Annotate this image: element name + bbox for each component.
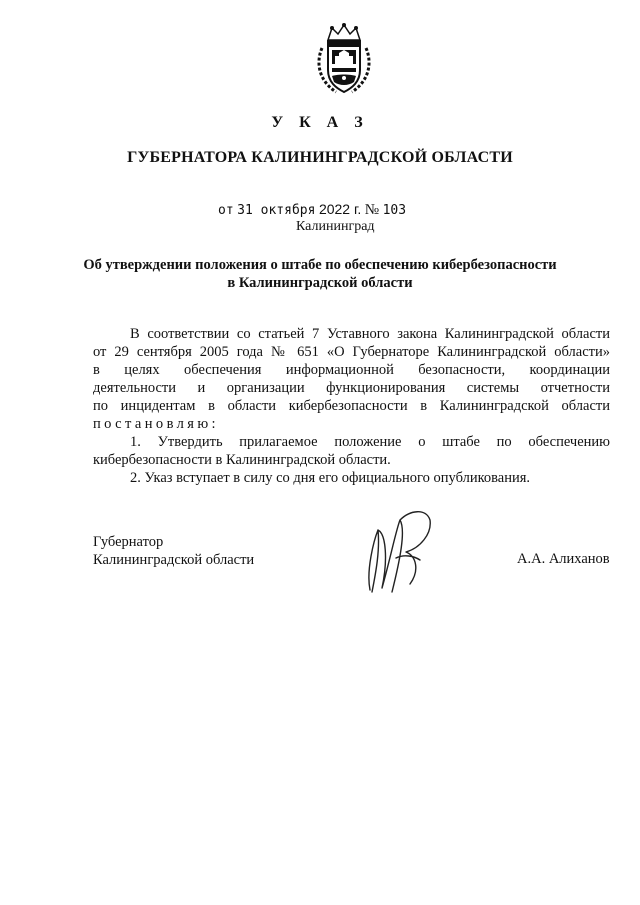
decree-subject	[0, 256, 640, 292]
body-line-resolve: постановляю:	[93, 416, 219, 432]
body-line-3: в целях обеспечения информационной безопасности, координации	[93, 362, 610, 378]
decree-body	[93, 325, 610, 487]
item-2: 2. Указ вступает в силу со дня его официального опубликования.	[130, 470, 531, 486]
decree-issuer: ГУБЕРНАТОРА КАЛИНИНГРАДСКОЙ ОБЛАСТИ	[127, 149, 513, 166]
position-line-1: Губернатор	[93, 534, 164, 550]
date-line	[218, 201, 406, 219]
date-prefix: от	[218, 203, 234, 218]
item-1-line-1: 1. Утвердить прилагаемое положение о штабе по обеспечению	[130, 434, 610, 450]
decree-title: У К А З	[271, 114, 369, 131]
decree-number: 103	[382, 203, 407, 218]
signatory-name: А.А. Алиханов	[517, 551, 610, 567]
body-line-5: по инцидентам в области кибербезопасности в Калининградской области	[93, 398, 610, 414]
body-line-4: деятельности и организации функционирования системы отчетности	[93, 380, 610, 396]
number-sign: №	[364, 202, 380, 218]
city-name: Калининград	[296, 219, 375, 234]
coat-of-arms-icon	[314, 22, 374, 96]
subject-line-2: в Калининградской области	[227, 275, 413, 291]
subject-line-1: Об утверждении положения о штабе по обеспечению кибербезопасности	[83, 257, 557, 273]
position-line-2: Калининградской области	[93, 552, 255, 568]
date-year: 2022 г.	[318, 201, 362, 217]
handwritten-signature	[360, 500, 440, 600]
date-day-month: 31 октября	[237, 203, 316, 218]
body-line-2: от 29 сентября 2005 года № 651 «О Губернаторе Калининградской области»	[93, 344, 610, 360]
signatory-position	[93, 533, 254, 569]
item-1-line-2: кибербезопасности в Калининградской области.	[93, 452, 391, 468]
body-line-1: В соответствии со статьей 7 Уставного закона Калининградской области	[130, 326, 610, 342]
